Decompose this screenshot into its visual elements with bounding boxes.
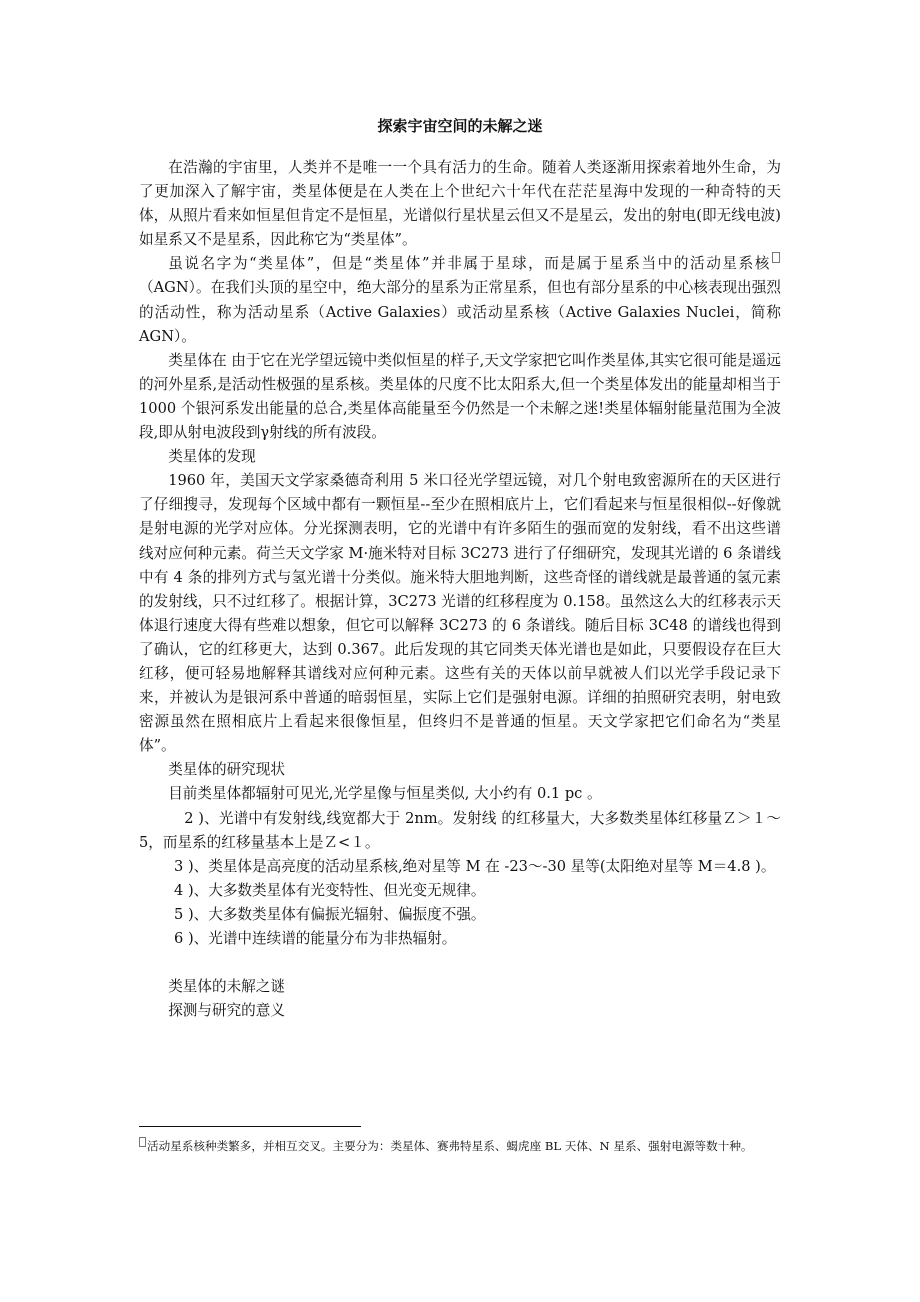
document-title: 探索宇宙空间的未解之迷 <box>377 117 543 135</box>
paragraph-quasar-energy: 类星体在 由于它在光学望远镜中类似恒星的样子,天文学家把它叫作类星体,其实它很可能是遥远的河外星系,是活动性极强的星系核。类星体的尺度不比太阳系大,但一个类星体发出的能量却相当于 1000 个银河系发出能量的总合,类星体高能量至今仍然是一个未解之迷!类星体辐射能量范围为全波段,即从射电波段到γ射线的所有波段。 <box>139 351 781 442</box>
paragraph-research-item-1: 目前类星体都辐射可见光,光学星像与恒星类似, 大小约有 0.1 pc 。 <box>168 785 602 803</box>
list-item-5: 5 )、大多数类星体有偏振光辐射、偏振度不强。 <box>174 905 486 923</box>
paragraph-intro: 在浩瀚的宇宙里，人类并不是唯一一个具有活力的生命。随着人类逐渐用探索着地外生命，为了更加深入了解宇宙，类星体便是在人类在上个世纪六十年代在茫茫星海中发现的一种奇特的天体，从照片看来如恒星但肯定不是恒星，光谱似行星状星云但又不是星云，发出的射电(即无线电波)如星系又不是星系，因此称它为“类星体”。 <box>139 159 781 249</box>
blank-line <box>139 951 781 975</box>
document-body <box>139 156 781 1023</box>
heading-research-status: 类星体的研究现状 <box>168 761 285 779</box>
list-item-3: 3 )、类星体是高亮度的活动星系核,绝对星等 M 在 -23～-30 星等(太阳绝对星等 M＝4.8 )。 <box>174 857 776 875</box>
heading-significance: 探测与研究的意义 <box>168 1002 285 1020</box>
paragraph-agn-part2: （AGN）。在我们头顶的星空中，绝大部分的星系为正常星系，但也有部分星系的中心核表现出强烈的活动性，称为活动星系（Active Galaxies）或活动星系核（Active Galaxies Nuclei，简称 AGN）。 <box>139 279 781 345</box>
list-item-2: 2 )、光谱中有发射线,线宽都大于 2nm。发射线 的红移量大，大多数类星体红移量Ｚ＞１～5，而星系的红移量基本上是Ｚ<１。 <box>139 809 781 851</box>
footnote-separator <box>139 1126 361 1127</box>
paragraph-agn <box>139 252 781 348</box>
paragraph-discovery: 1960 年，美国天文学家桑德奇利用 5 米口径光学望远镜，对几个射电致密源所在的天区进行了仔细搜寻，发现每个区域中都有一颗恒星--至少在照相底片上，它们看起来与恒星很相似--好像就是射电源的光学对应体。分光探测表明，它的光谱中有许多陌生的强而宽的发射线，看不出这些谱线对应何种元素。荷兰天文学家 M·施米特对目标 3C273 进行了仔细研究，发现其光谱的 6 条谱线中有 4 条的排列方式与氢光谱十分类似。施米特大胆地判断，这些奇怪的谱线就是最普通的氢元素的发射线，只不过红移了。根据计算，3C273 光谱的红移程度为 0.158。虽然这么大的红移表示天体退行速度大得有些难以想象，但它可以解释 3C273 的 6 条谱线。随后目标 3C48 的谱线也得到了确认，它的红移更大，达到 0.367。此后发现的其它同类天体光谱也是如此，只要假设存在巨大红移，便可轻易地解释其谱线对应何种元素。这些有关的天体以前早就被人们以光学手段记录下来，并被认为是银河系中普通的暗弱恒星，实际上它们是强射电源。详细的拍照研究表明，射电致密源虽然在照相底片上看起来很像恒星，但终归不是普通的恒星。天文学家把它们命名为“类星体”。 <box>139 472 781 755</box>
paragraph-agn-part1: 虽说名字为“类星体”，但是“类星体”并非属于星球，而是属于星系当中的活动星系核 <box>168 255 771 273</box>
list-item-4: 4 )、大多数类星体有光变特性、但光变无规律。 <box>174 881 486 899</box>
document-page <box>139 0 781 1302</box>
heading-unsolved-mysteries: 类星体的未解之谜 <box>168 978 285 996</box>
footnote-text: 活动星系核种类繁多，并相互交叉。主要分为：类星体、赛弗特星系、蝎虎座 BL 天体、N 星系、强射电源等数十种。 <box>147 1139 753 1153</box>
footnote <box>139 1137 781 1156</box>
footnote-mark-icon <box>139 1137 146 1147</box>
heading-discovery: 类星体的发现 <box>168 448 256 466</box>
footnote-reference-icon <box>772 252 780 263</box>
list-item-6: 6 )、光谱中连续谱的能量分布为非热辐射。 <box>174 930 457 947</box>
